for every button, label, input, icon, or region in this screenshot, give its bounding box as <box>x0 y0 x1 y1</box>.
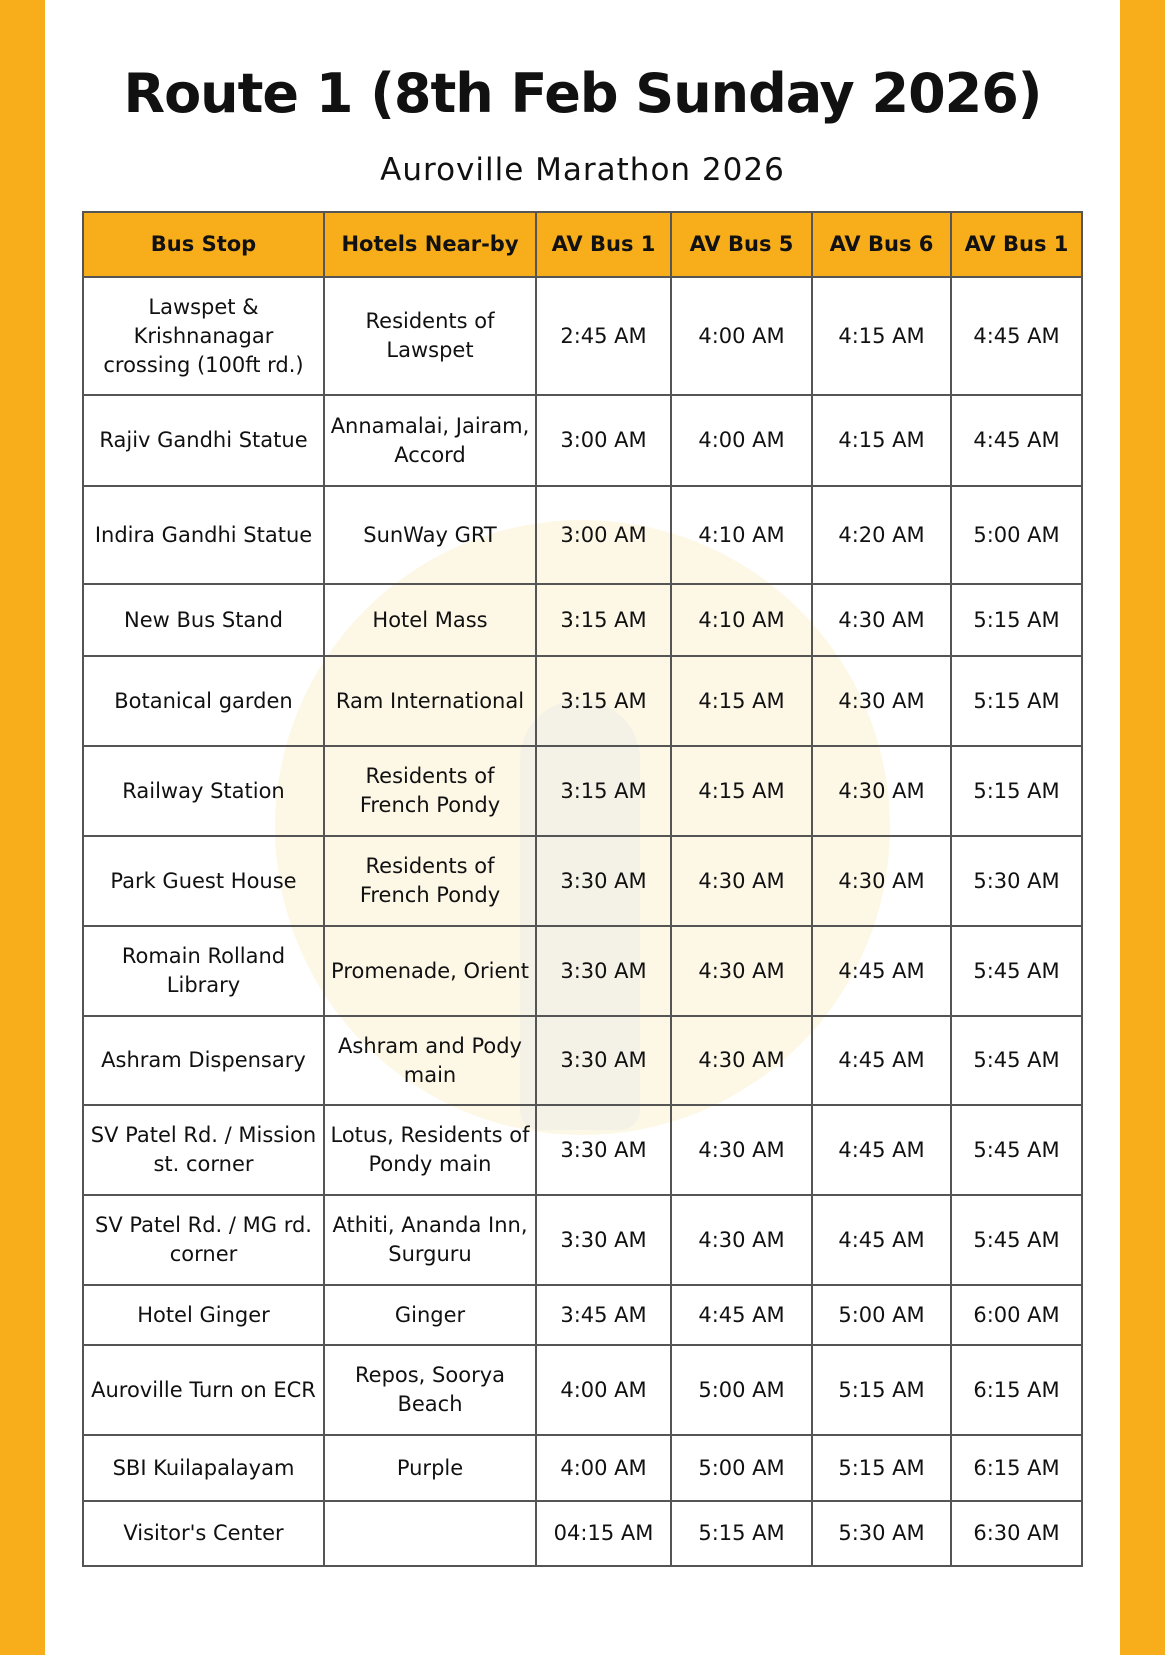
time-cell: 4:30 AM <box>812 584 951 656</box>
time-cell: 5:15 AM <box>812 1345 951 1435</box>
table-row <box>83 1501 1082 1566</box>
table-row <box>83 1016 1082 1105</box>
time-cell: 4:00 AM <box>671 395 812 486</box>
hotels-cell: Hotel Mass <box>324 584 536 656</box>
table-row <box>83 395 1082 486</box>
table-header-row <box>83 212 1082 277</box>
bus-stop-cell: Ashram Dispensary <box>83 1016 324 1105</box>
time-cell: 5:00 AM <box>671 1435 812 1501</box>
time-cell: 3:15 AM <box>536 656 671 746</box>
time-cell: 6:15 AM <box>951 1345 1082 1435</box>
time-cell: 04:15 AM <box>536 1501 671 1566</box>
bus-stop-cell: Botanical garden <box>83 656 324 746</box>
time-cell: 4:45 AM <box>812 1016 951 1105</box>
time-cell: 4:15 AM <box>671 746 812 836</box>
page-title: Route 1 (8th Feb Sunday 2026) <box>123 62 1042 125</box>
time-cell: 5:15 AM <box>951 746 1082 836</box>
bus-stop-cell: SV Patel Rd. / MG rd. corner <box>83 1195 324 1285</box>
time-cell: 3:30 AM <box>536 1105 671 1195</box>
hotels-cell: Residents of French Pondy <box>324 836 536 926</box>
time-cell: 5:15 AM <box>812 1435 951 1501</box>
bus-stop-cell: Lawspet & Krishnanagar crossing (100ft rd.) <box>83 277 324 395</box>
hotels-cell: Repos, Soorya Beach <box>324 1345 536 1435</box>
time-cell: 3:45 AM <box>536 1285 671 1345</box>
time-cell: 4:15 AM <box>671 656 812 746</box>
time-cell: 3:15 AM <box>536 746 671 836</box>
time-cell: 4:30 AM <box>671 926 812 1016</box>
hotels-cell: Annamalai, Jairam, Accord <box>324 395 536 486</box>
time-cell: 4:30 AM <box>671 1016 812 1105</box>
time-cell: 3:30 AM <box>536 1195 671 1285</box>
time-cell: 5:45 AM <box>951 1105 1082 1195</box>
page-subtitle: Auroville Marathon 2026 <box>380 152 785 188</box>
table-row <box>83 584 1082 656</box>
table-row <box>83 746 1082 836</box>
hotels-cell: Ashram and Pody main <box>324 1016 536 1105</box>
table-row <box>83 1435 1082 1501</box>
time-cell: 4:30 AM <box>812 836 951 926</box>
time-cell: 4:15 AM <box>812 277 951 395</box>
bus-stop-cell: Rajiv Gandhi Statue <box>83 395 324 486</box>
table-row <box>83 277 1082 395</box>
time-cell: 4:15 AM <box>812 395 951 486</box>
time-cell: 4:45 AM <box>951 277 1082 395</box>
time-cell: 4:45 AM <box>671 1285 812 1345</box>
hotels-cell: Promenade, Orient <box>324 926 536 1016</box>
time-cell: 3:30 AM <box>536 836 671 926</box>
bus-stop-cell: Railway Station <box>83 746 324 836</box>
bus-stop-cell: SV Patel Rd. / Mission st. corner <box>83 1105 324 1195</box>
time-cell: 3:00 AM <box>536 395 671 486</box>
time-cell: 2:45 AM <box>536 277 671 395</box>
time-cell: 4:45 AM <box>812 1105 951 1195</box>
column-header: AV Bus 5 <box>671 212 812 277</box>
time-cell: 3:00 AM <box>536 486 671 584</box>
time-cell: 4:00 AM <box>671 277 812 395</box>
column-header: AV Bus 6 <box>812 212 951 277</box>
bus-stop-cell: SBI Kuilapalayam <box>83 1435 324 1501</box>
bus-stop-cell: Visitor's Center <box>83 1501 324 1566</box>
time-cell: 4:45 AM <box>812 1195 951 1285</box>
time-cell: 4:00 AM <box>536 1345 671 1435</box>
time-cell: 5:15 AM <box>671 1501 812 1566</box>
time-cell: 5:15 AM <box>951 656 1082 746</box>
time-cell: 5:00 AM <box>812 1285 951 1345</box>
time-cell: 4:30 AM <box>812 656 951 746</box>
time-cell: 6:00 AM <box>951 1285 1082 1345</box>
bus-stop-cell: Park Guest House <box>83 836 324 926</box>
hotels-cell: Athiti, Ananda Inn, Surguru <box>324 1195 536 1285</box>
hotels-cell: Residents of Lawspet <box>324 277 536 395</box>
hotels-cell: Ram International <box>324 656 536 746</box>
bus-stop-cell: Romain Rolland Library <box>83 926 324 1016</box>
time-cell: 4:20 AM <box>812 486 951 584</box>
table-row <box>83 656 1082 746</box>
time-cell: 5:45 AM <box>951 1016 1082 1105</box>
time-cell: 5:45 AM <box>951 926 1082 1016</box>
time-cell: 4:30 AM <box>671 1195 812 1285</box>
time-cell: 4:45 AM <box>812 926 951 1016</box>
time-cell: 4:00 AM <box>536 1435 671 1501</box>
table-row <box>83 1105 1082 1195</box>
bus-stop-cell: Auroville Turn on ECR <box>83 1345 324 1435</box>
bus-stop-cell: Hotel Ginger <box>83 1285 324 1345</box>
column-header: Bus Stop <box>83 212 324 277</box>
column-header: AV Bus 1 <box>951 212 1082 277</box>
time-cell: 3:15 AM <box>536 584 671 656</box>
right-accent-bar <box>1120 0 1165 1655</box>
time-cell: 4:45 AM <box>951 395 1082 486</box>
bus-stop-cell: Indira Gandhi Statue <box>83 486 324 584</box>
time-cell: 4:10 AM <box>671 486 812 584</box>
time-cell: 3:30 AM <box>536 926 671 1016</box>
hotels-cell: Residents of French Pondy <box>324 746 536 836</box>
time-cell: 6:30 AM <box>951 1501 1082 1566</box>
left-accent-bar <box>0 0 45 1655</box>
time-cell: 5:30 AM <box>951 836 1082 926</box>
time-cell: 5:00 AM <box>671 1345 812 1435</box>
table-row <box>83 926 1082 1016</box>
table-row <box>83 486 1082 584</box>
time-cell: 5:00 AM <box>951 486 1082 584</box>
time-cell: 3:30 AM <box>536 1016 671 1105</box>
bus-stop-cell: New Bus Stand <box>83 584 324 656</box>
column-header: AV Bus 1 <box>536 212 671 277</box>
time-cell: 4:10 AM <box>671 584 812 656</box>
column-header: Hotels Near-by <box>324 212 536 277</box>
hotels-cell <box>324 1501 536 1566</box>
table-row <box>83 836 1082 926</box>
hotels-cell: Ginger <box>324 1285 536 1345</box>
bus-schedule-table <box>82 211 1083 1567</box>
table-row <box>83 1285 1082 1345</box>
time-cell: 4:30 AM <box>671 1105 812 1195</box>
hotels-cell: SunWay GRT <box>324 486 536 584</box>
time-cell: 5:45 AM <box>951 1195 1082 1285</box>
time-cell: 6:15 AM <box>951 1435 1082 1501</box>
hotels-cell: Purple <box>324 1435 536 1501</box>
time-cell: 5:15 AM <box>951 584 1082 656</box>
hotels-cell: Lotus, Residents of Pondy main <box>324 1105 536 1195</box>
table-row <box>83 1195 1082 1285</box>
table-row <box>83 1345 1082 1435</box>
time-cell: 4:30 AM <box>671 836 812 926</box>
time-cell: 5:30 AM <box>812 1501 951 1566</box>
time-cell: 4:30 AM <box>812 746 951 836</box>
